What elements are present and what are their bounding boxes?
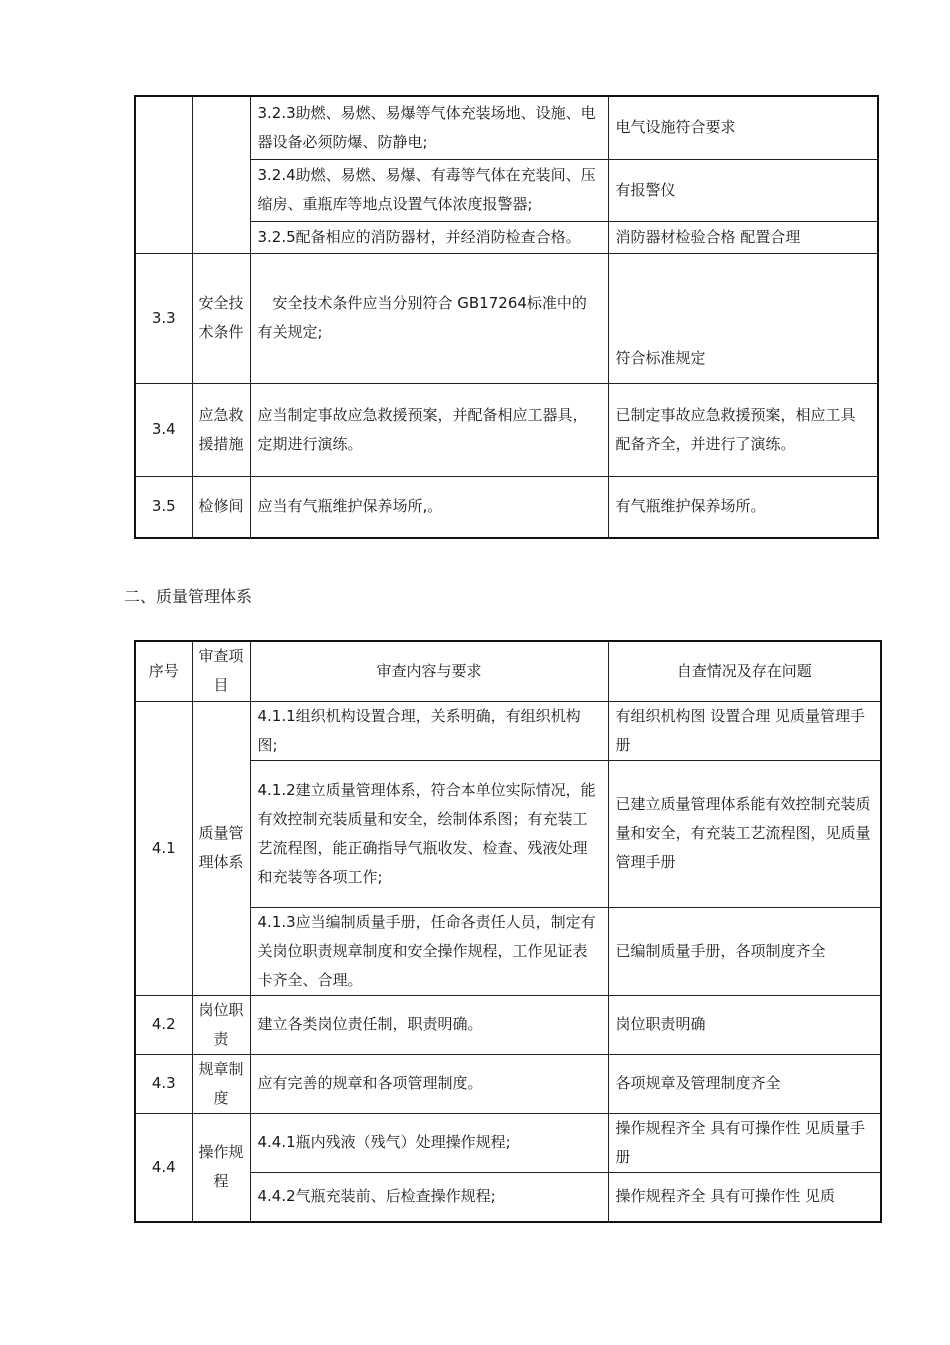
content-cell: 3.2.5配备相应的消防器材，并经消防检查合格。	[250, 221, 608, 253]
number-cell: 3.4	[135, 383, 192, 476]
quality-table	[134, 640, 882, 1223]
section-heading: 二、质量管理体系	[124, 587, 253, 606]
item-cell	[192, 96, 250, 253]
status-cell: 操作规程齐全 具有可操作性 见质	[608, 1172, 881, 1222]
content-cell: 4.4.1瓶内残液（残气）处理操作规程;	[250, 1113, 608, 1172]
status-cell: 消防器材检验合格 配置合理	[608, 221, 878, 253]
status-cell: 岗位职责明确	[608, 995, 881, 1054]
content-cell: 4.1.2建立质量管理体系，符合本单位实际情况，能有效控制充装质量和安全，绘制体系图；有充装工艺流程图，能正确指导气瓶收发、检查、残液处理和充装等各项工作;	[250, 760, 608, 907]
number-cell	[135, 96, 192, 253]
item-cell: 应急救援措施	[192, 383, 250, 476]
header-content: 审查内容与要求	[250, 641, 608, 701]
table-row	[135, 476, 878, 538]
content-cell: 4.4.2气瓶充装前、后检查操作规程;	[250, 1172, 608, 1222]
table-row	[135, 701, 881, 760]
status-cell: 已建立质量管理体系能有效控制充装质量和安全，有充装工艺流程图，见质量管理手册	[608, 760, 881, 907]
content-cell: 建立各类岗位责任制，职责明确。	[250, 995, 608, 1054]
status-cell: 已制定事故应急救援预案，相应工具配备齐全，并进行了演练。	[608, 383, 878, 476]
content-cell: 4.1.1组织机构设置合理，关系明确，有组织机构图;	[250, 701, 608, 760]
number-cell: 4.4	[135, 1113, 192, 1222]
status-cell: 已编制质量手册，各项制度齐全	[608, 907, 881, 995]
header-status: 自查情况及存在问题	[608, 641, 881, 701]
item-cell: 操作规程	[192, 1113, 250, 1222]
number-cell: 4.3	[135, 1054, 192, 1113]
content-cell: 安全技术条件应当分别符合 GB17264标准中的有关规定;	[250, 253, 608, 383]
item-cell: 规章制度	[192, 1054, 250, 1113]
status-cell: 符合标准规定	[608, 253, 878, 383]
item-cell: 质量管理体系	[192, 701, 250, 995]
table-row	[135, 383, 878, 476]
content-cell: 应有完善的规章和各项管理制度。	[250, 1054, 608, 1113]
status-cell: 电气设施符合要求	[608, 96, 878, 159]
table-row	[135, 253, 878, 383]
safety-table	[134, 95, 879, 539]
status-cell: 有组织机构图 设置合理 见质量管理手册	[608, 701, 881, 760]
content-cell: 3.2.3助燃、易燃、易爆等气体充装场地、设施、电器设备必须防爆、防静电;	[250, 96, 608, 159]
status-cell: 有报警仪	[608, 159, 878, 221]
content-cell: 应当有气瓶维护保养场所,。	[250, 476, 608, 538]
table-row	[135, 1113, 881, 1172]
table-row	[135, 96, 878, 159]
content-cell: 3.2.4助燃、易燃、易爆、有毒等气体在充装间、压缩房、重瓶库等地点设置气体浓度报警器;	[250, 159, 608, 221]
number-cell: 3.3	[135, 253, 192, 383]
status-cell: 有气瓶维护保养场所。	[608, 476, 878, 538]
item-cell: 安全技术条件	[192, 253, 250, 383]
item-cell: 岗位职责	[192, 995, 250, 1054]
number-cell: 3.5	[135, 476, 192, 538]
table-row	[135, 995, 881, 1054]
content-cell: 应当制定事故应急救援预案，并配备相应工器具，定期进行演练。	[250, 383, 608, 476]
header-item: 审查项目	[192, 641, 250, 701]
status-cell: 各项规章及管理制度齐全	[608, 1054, 881, 1113]
item-cell: 检修间	[192, 476, 250, 538]
header-number: 序号	[135, 641, 192, 701]
table-header-row	[135, 641, 881, 701]
number-cell: 4.2	[135, 995, 192, 1054]
number-cell: 4.1	[135, 701, 192, 995]
status-cell: 操作规程齐全 具有可操作性 见质量手册	[608, 1113, 881, 1172]
content-cell: 4.1.3应当编制质量手册，任命各责任人员，制定有关岗位职责规章制度和安全操作规程，工作见证表卡齐全、合理。	[250, 907, 608, 995]
table-row	[135, 1054, 881, 1113]
